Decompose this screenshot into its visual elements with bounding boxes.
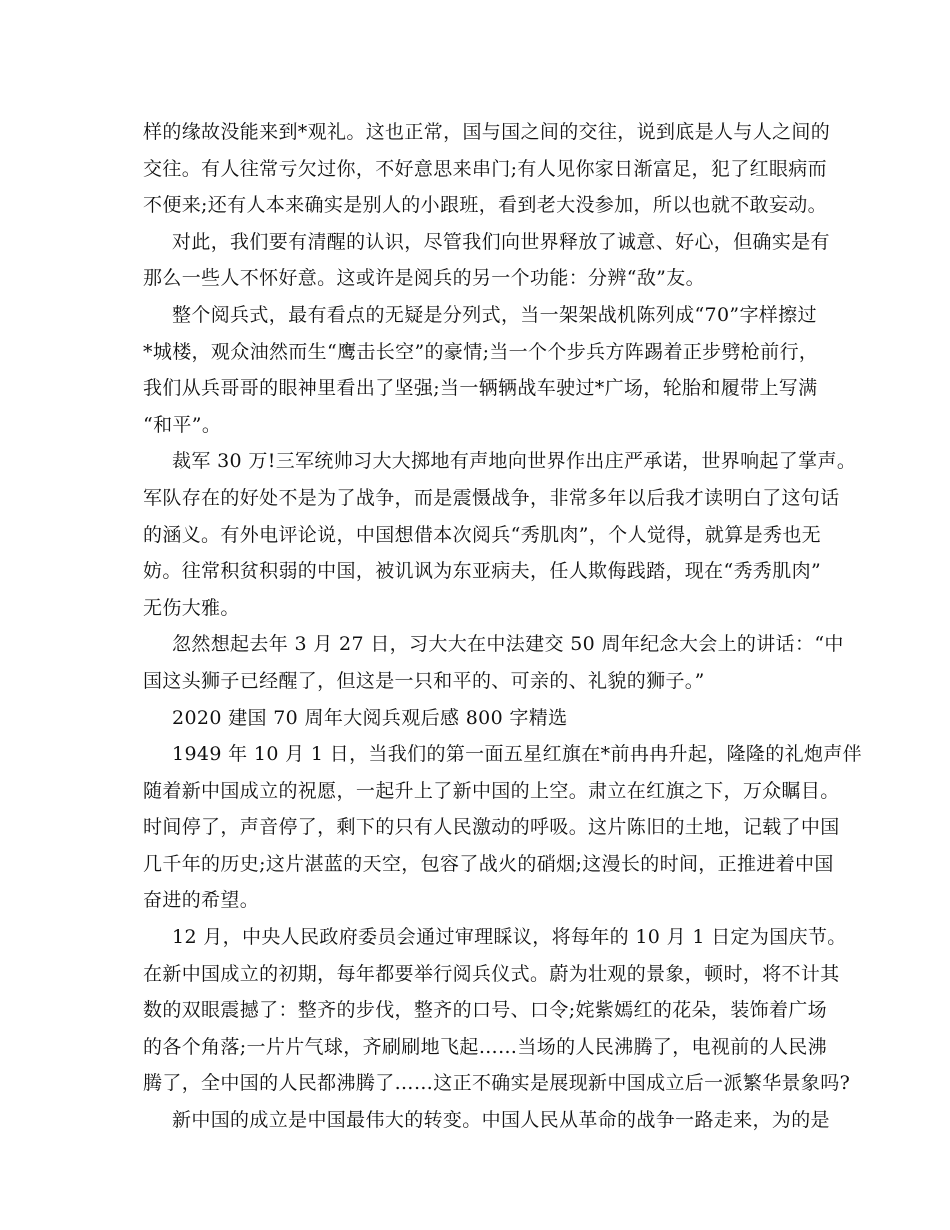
text-line: 不便来;还有人本来确实是别人的小跟班，看到老大没参加，所以也就不敢妄动。 <box>143 194 828 217</box>
text-line: “和平”。 <box>143 413 222 436</box>
text-line: 国这头狮子已经醒了，但这是一只和平的、可亲的、礼貌的狮子。” <box>143 669 705 692</box>
section-heading: 2020 建国 70 周年大阅兵观后感 800 字精选 <box>172 706 568 729</box>
text-line: 那么一些人不怀好意。这或许是阅兵的另一个功能：分辨“敌”友。 <box>143 267 705 290</box>
text-line: 时间停了，声音停了，剩下的只有人民激动的呼吸。这片陈旧的土地，记载了中国 <box>143 816 840 839</box>
text-line: 腾了，全中国的人民都沸腾了……这正不确实是展现新中国成立后一派繁华景象吗? <box>143 1072 851 1095</box>
paragraph-start-line: 新中国的成立是中国最伟大的转变。中国人民从革命的战争一路走来，为的是 <box>172 1109 830 1132</box>
text-line: 奋进的希望。 <box>143 889 260 912</box>
text-line: 妨。往常积贫积弱的中国，被讥讽为东亚病夫，任人欺侮践踏，现在“秀秀肌肉” <box>143 560 822 583</box>
text-line: 无伤大雅。 <box>143 596 240 619</box>
paragraph-start-line: 对此，我们要有清醒的认识，尽管我们向世界释放了诚意、好心，但确实是有 <box>172 230 830 253</box>
paragraph-start-line: 裁军 30 万!三军统帅习大大掷地有声地向世界作出庄严承诺，世界响起了掌声。 <box>172 450 857 473</box>
text-line: 几千年的历史;这片湛蓝的天空，包容了战火的硝烟;这漫长的时间，正推进着中国 <box>143 852 834 875</box>
paragraph-start-line: 1949 年 10 月 1 日，当我们的第一面五星红旗在*前冉冉升起，隆隆的礼炮声伴 <box>172 743 863 766</box>
document-body <box>143 114 863 1139</box>
text-line: 在新中国成立的初期，每年都要举行阅兵仪式。蔚为壮观的景象，顿时，将不计其 <box>143 962 840 985</box>
text-line: 的各个角落;一片片气球，齐刷刷地飞起……当场的人民沸腾了，电视前的人民沸 <box>143 1035 828 1058</box>
paragraph-start-line: 12 月，中央人民政府委员会通过审理睬议，将每年的 10 月 1 日定为国庆节。 <box>172 926 847 949</box>
text-line: 交往。有人往常亏欠过你，不好意思来串门;有人见你家日渐富足，犯了红眼病而 <box>143 157 828 180</box>
text-line: 军队存在的好处不是为了战争，而是震慑战争，非常多年以后我才读明白了这句话 <box>143 486 840 509</box>
text-line: *城楼，观众油然而生“鹰击长空”的豪情;当一个个步兵方阵踢着正步劈枪前行， <box>143 340 819 363</box>
text-line: 我们从兵哥哥的眼神里看出了坚强;当一辆辆战车驶过*广场，轮胎和履带上写满 <box>143 377 818 400</box>
text-line: 随着新中国成立的祝愿，一起升上了新中国的上空。肃立在红旗之下，万众瞩目。 <box>143 779 840 802</box>
text-line: 的涵义。有外电评论说，中国想借本次阅兵“秀肌肉”，个人觉得，就算是秀也无 <box>143 523 822 546</box>
paragraph-start-line: 整个阅兵式，最有看点的无疑是分列式，当一架架战机陈列成“70”字样擦过 <box>172 303 817 326</box>
text-line: 样的缘故没能来到*观礼。这也正常，国与国之间的交往，说到底是人与人之间的 <box>143 121 831 143</box>
paragraph-start-line: 忽然想起去年 3 月 27 日，习大大在中法建交 50 周年纪念大会上的讲话：“中 <box>172 633 844 656</box>
text-line: 数的双眼震撼了：整齐的步伐，整齐的口号、口令;姹紫嫣红的花朵，装饰着广场 <box>143 999 828 1022</box>
